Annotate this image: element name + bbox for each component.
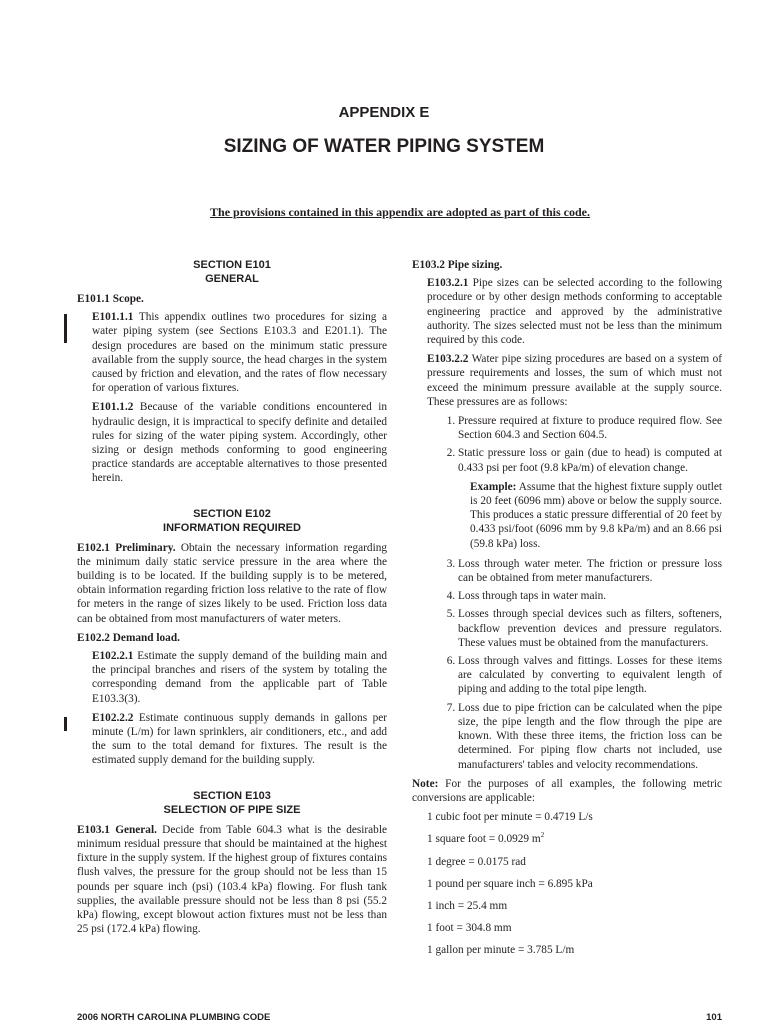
list-item: 6. Loss through valves and fittings. Losses for these items are calculated by converting to equivalent length of piping and adding to the total pipe length. [458, 654, 722, 697]
conversion-line: 1 foot = 304.8 mm [427, 922, 512, 935]
e103-2-2-paragraph: E103.2.2 Water pipe sizing procedures are based on a system of pressure requirements and losses, the sum of which must not exceed the minimum pressure available at the supply source. These pressures are as follows: [427, 353, 722, 408]
e101-1-2-paragraph: E101.1.2 Because of the variable conditions encountered in hydraulic design, it is impractical to specify definite and detailed rules for sizing of the water piping system. Accordingly, other sizing or design methods conforming to good engineering practice standards are acceptable alternatives to those presented herein. [92, 401, 387, 485]
pressure-list [412, 414, 722, 475]
conversion-line: 1 pound per square inch = 6.895 kPa [427, 877, 593, 890]
list-item: 7. Loss due to pipe friction can be calculated when the pipe size, the pipe length and the flow through the pipe are known. With these three items, the friction loss can be determined. For piping flow charts not included, use manufacturers' tables and velocity recommendations. [458, 701, 722, 772]
page-number: 101 [706, 1012, 722, 1023]
section-e103-heading: SECTION E103 SELECTION OF PIPE SIZE [163, 789, 301, 816]
right-column [412, 258, 722, 966]
pressure-list-continued [412, 557, 722, 772]
adoption-notice: The provisions contained in this appendix are adopted as part of this code. [210, 205, 590, 219]
e103-2-heading: E103.2 Pipe sizing. [412, 259, 503, 271]
conversion-line: 1 cubic foot per minute = 0.4719 L/s [427, 811, 593, 824]
e102-2-heading: E102.2 Demand load. [77, 631, 180, 644]
footer-code-title: 2006 NORTH CAROLINA PLUMBING CODE [77, 1012, 271, 1023]
list-item: 3. Loss through water meter. The friction or pressure loss can be obtained from meter manufacturers. [458, 557, 722, 585]
list-item: 4. Loss through taps in water main. [458, 589, 722, 603]
list-item: 5. Losses through special devices such as filters, softeners, backflow prevention devices and pressure regulators. These values must be obtained from the manufacturers. [458, 607, 722, 650]
e101-1-1-paragraph: E101.1.1 This appendix outlines two procedures for sizing a water piping system (see Sections E103.3 and E201.1). The design procedures are based on the minimum static pressure available from the supply source, the head charges in the system caused by friction and elevation, and the rates of flow necessary for operation of various fixtures. [92, 311, 387, 395]
e103-1-paragraph: E103.1 General. Decide from Table 604.3 what is the desirable minimum residual pressure that should be maintained at the highest fixture in the supply system. If the highest group of fixtures contains flush valves, the pressure for the group should not be less than 15 pounds per square inch (psi) (103.4 kPa) flowing. For flush tank supplies, the available pressure should not be less than 8 psi (55.2 kPa) flowing, except blowout action fixtures must not be less than 25 psi (172.4 kPa) flowing. [77, 823, 387, 936]
e102-2-2-paragraph: E102.2.2 Estimate continuous supply demands in gallons per minute (L/m) for lawn sprinklers, air conditioners, etc., and add the sum to the total demand for fixtures. The result is the estimated supply demand for the building supply. [92, 711, 387, 767]
conversion-line: 1 square foot = 0.0929 $m^2$ [427, 831, 545, 846]
e101-1-heading: E101.1 Scope. [77, 293, 144, 305]
change-bar [64, 314, 67, 343]
conversion-line: 1 inch = 25.4 mm [427, 899, 508, 912]
e102-1-paragraph: E102.1 Preliminary. Obtain the necessary information regarding the minimum daily static service pressure in the area where the building is to be located. If the building supply is to be metered, obtain information regarding friction loss relative to the rate of flow for meters in the range of sizes likely to be used. Friction loss data can be obtained from most manufacturers of water meters. [77, 541, 388, 625]
list-item: 2. Static pressure loss or gain (due to head) is computed at 0.433 psi per foot (9.8 kPa/m) of elevation change. [458, 446, 722, 474]
conversion-line: 1 degree = 0.0175 rad [427, 855, 526, 868]
section-e101-heading: SECTION E101 GENERAL [193, 259, 271, 285]
e102-2-1-paragraph: E102.2.1 Estimate the supply demand of the building main and the principal branches and risers of the system by totaling the corresponding demand from the applicable part of Table E103.3(3). [92, 650, 387, 705]
change-bar [64, 717, 67, 731]
section-e102-heading: SECTION E102 INFORMATION REQUIRED [163, 507, 301, 534]
appendix-label: APPENDIX E [338, 104, 430, 121]
page-title: SIZING OF WATER PIPING SYSTEM [223, 136, 545, 157]
conversion-line: 1 gallon per minute = 3.785 L/m [427, 944, 575, 957]
note-paragraph: Note: For the purposes of all examples, the following metric conversions are applicable: [412, 777, 722, 804]
list-item: 1. Pressure required at fixture to produce required flow. See Section 604.3 and Section 604.5. [458, 414, 722, 442]
example-paragraph: Example: Assume that the highest fixture supply outlet is 20 feet (6096 mm) above or below the supply source. This produces a static pressure differential of 20 feet by 0.433 psi/foot (6096 mm by 9.8 kPa/m) and an 8.66 psi (59.8 kPa) loss. [470, 480, 722, 550]
left-column [77, 258, 387, 941]
e103-2-1-paragraph: E103.2.1 Pipe sizes can be selected according to the following procedure or by other design methods conforming to acceptable engineering practice and approved by the administrative authority. The sizes selected must not be less than the minimum required by this code. [427, 277, 722, 347]
